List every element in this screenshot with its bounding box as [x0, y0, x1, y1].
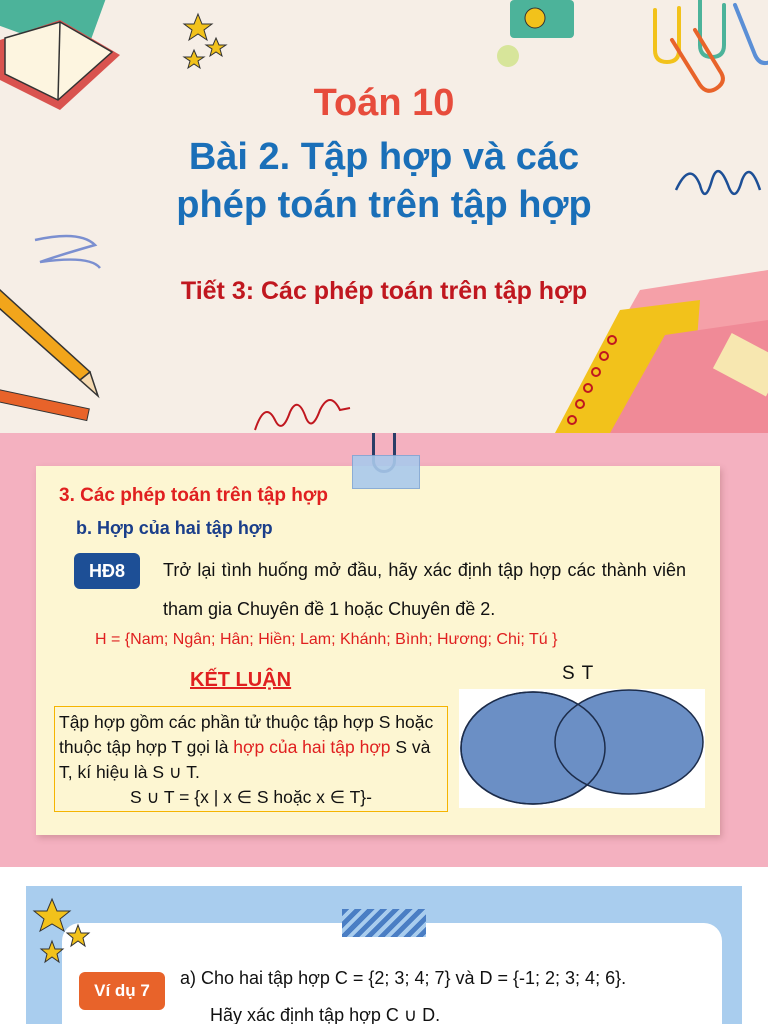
venn-labels: S T — [562, 663, 595, 684]
set-h: H = {Nam; Ngân; Hân; Hiền; Lam; Khánh; Bình; Hương; Chi; Tú } — [95, 631, 558, 648]
lesson-title-line2: phép toán trên tập hợp — [176, 184, 592, 226]
subject-title: Toán 10 — [313, 82, 455, 124]
venn-svg — [459, 689, 705, 808]
title-slide — [0, 0, 768, 433]
venn-diagram — [459, 689, 705, 808]
section-heading: 3. Các phép toán trên tập hợp — [59, 485, 328, 506]
example-badge: Ví dụ 7 — [79, 972, 165, 1010]
sharpener-illustration — [497, 0, 574, 67]
conclusion-title: KẾT LUẬN — [190, 669, 292, 691]
tape-decoration — [342, 909, 426, 937]
conclusion-text-part1: Tập hợp gồm các phần tử thuộc tập hợp S hoặc thuộc tập hợp T gọi là — [59, 712, 434, 757]
conclusion-formula: S ∪ T = {x | x ∈ S hoặc x ∈ T}- — [130, 787, 372, 807]
conclusion-box — [54, 706, 448, 812]
scribble-doodle — [35, 236, 100, 268]
bottom-loop-doodle — [255, 400, 350, 430]
conclusion-highlight: hợp của hai tập hợp — [233, 737, 391, 757]
lesson-title — [0, 133, 768, 229]
example-question-continued: Hãy xác định tập hợp C ∪ D. — [210, 1005, 441, 1024]
activity-text: Trở lại tình huống mở đầu, hãy xác định tập hợp các thành viên tham gia Chuyên đề 1 hoặc Chuyên đề 2. — [163, 560, 686, 619]
subsection-heading: b. Hợp của hai tập hợp — [76, 518, 273, 538]
venn-circle-t — [555, 690, 703, 794]
content-slide — [0, 433, 768, 867]
pencil-illustration — [0, 290, 98, 421]
lesson-title-line1: Bài 2. Tập hợp và các — [188, 136, 580, 178]
tape-decoration — [352, 455, 420, 489]
paperclip-doodles — [655, 0, 768, 91]
activity-badge: HĐ8 — [74, 553, 140, 589]
conclusion-text-part2: S và T, kí hiệu là S ∪ T. — [59, 737, 431, 782]
example-slide — [0, 867, 768, 1024]
star-doodles — [184, 14, 226, 68]
period-title: Tiết 3: Các phép toán trên tập hợp — [180, 277, 588, 305]
example-question: a) Cho hai tập hợp C = {2; 3; 4; 7} và D = {-1; 2; 3; 4; 6}. — [180, 968, 627, 988]
